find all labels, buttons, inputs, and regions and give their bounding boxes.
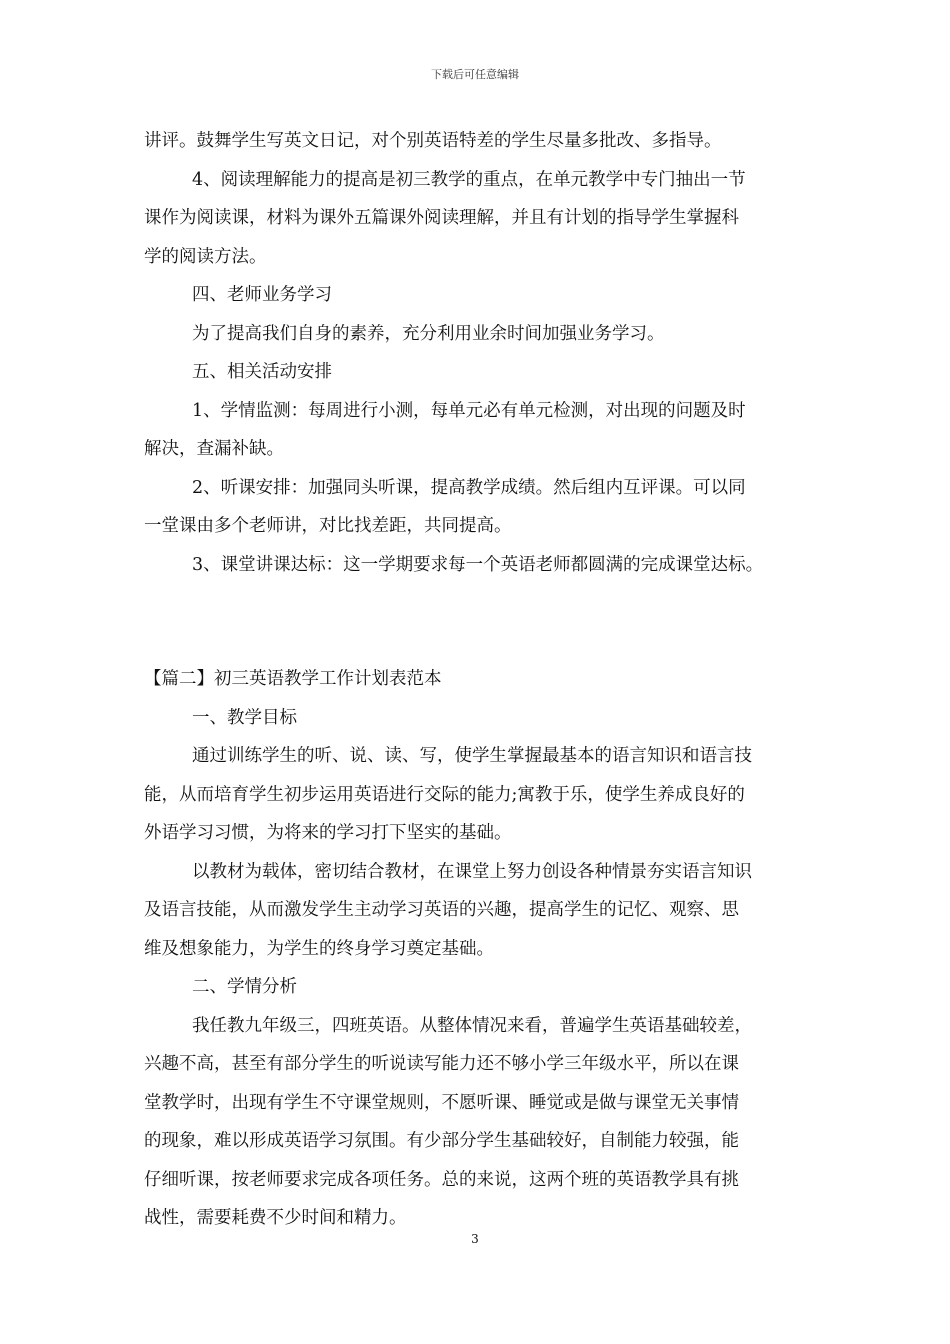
paragraph-line: 1、学情监测：每周进行小测，每单元必有单元检测，对出现的问题及时 — [192, 400, 746, 421]
paragraph-line: 2、听课安排：加强同头听课，提高教学成绩。然后组内互评课。可以同 — [192, 477, 746, 498]
paragraph-line: 解决，查漏补缺。 — [144, 439, 284, 459]
paragraph-line: 维及想象能力，为学生的终身学习奠定基础。 — [144, 938, 494, 959]
paragraph-line: 兴趣不高，甚至有部分学生的听说读写能力还不够小学三年级水平，所以在课 — [144, 1054, 739, 1074]
paragraph-line: 讲评。鼓舞学生写英文日记，对个别英语特差的学生尽量多批改、多指导。 — [144, 131, 722, 151]
paragraph-line: 我任教九年级三，四班英语。从整体情况来看，普遍学生英语基础较差， — [192, 1015, 752, 1036]
paragraph-line: 战性，需要耗费不少时间和精力。 — [144, 1208, 407, 1228]
document-body — [144, 122, 824, 1238]
paragraph-line: 3、课堂讲课达标：这一学期要求每一个英语老师都圆满的完成课堂达标。 — [192, 554, 764, 575]
section-heading: 一、教学目标 — [192, 707, 297, 728]
paragraph-line: 外语学习习惯，为将来的学习打下坚实的基础。 — [144, 823, 512, 843]
paragraph-line: 一堂课由多个老师讲，对比找差距，共同提高。 — [144, 516, 512, 536]
section-spacer — [144, 584, 824, 660]
paragraph-line: 4、阅读理解能力的提高是初三教学的重点，在单元教学中专门抽出一节 — [192, 169, 746, 190]
paragraph-line: 以教材为载体，密切结合教材，在课堂上努力创设各种情景夯实语言知识 — [192, 861, 752, 882]
paragraph-line: 及语言技能，从而激发学生主动学习英语的兴趣，提高学生的记忆、观察、思 — [144, 900, 739, 920]
page-header: 下载后可任意编辑 — [431, 68, 519, 81]
paragraph-line: 堂教学时，出现有学生不守课堂规则，不愿听课、睡觉或是做与课堂无关事情 — [144, 1092, 739, 1113]
paragraph-line: 仔细听课，按老师要求完成各项任务。总的来说，这两个班的英语教学具有挑 — [144, 1169, 739, 1190]
section-heading: 四、老师业务学习 — [192, 285, 332, 305]
section-heading: 二、学情分析 — [192, 977, 297, 997]
paragraph-line: 的现象，难以形成英语学习氛围。有少部分学生基础较好，自制能力较强，能 — [144, 1131, 739, 1151]
paragraph-line: 课作为阅读课，材料为课外五篇课外阅读理解，并且有计划的指导学生掌握科 — [144, 208, 739, 228]
article-title: 【篇二】初三英语教学工作计划表范本 — [144, 669, 442, 689]
paragraph-line: 能，从而培育学生初步运用英语进行交际的能力;寓教于乐，使学生养成良好的 — [144, 784, 745, 805]
section-heading: 五、相关活动安排 — [192, 362, 332, 382]
paragraph-line: 通过训练学生的听、说、读、写，使学生掌握最基本的语言知识和语言技 — [192, 746, 752, 766]
paragraph-line: 为了提高我们自身的素养，充分利用业余时间加强业务学习。 — [192, 323, 665, 344]
paragraph-line: 学的阅读方法。 — [144, 246, 267, 267]
page-number: 3 — [471, 1232, 479, 1246]
